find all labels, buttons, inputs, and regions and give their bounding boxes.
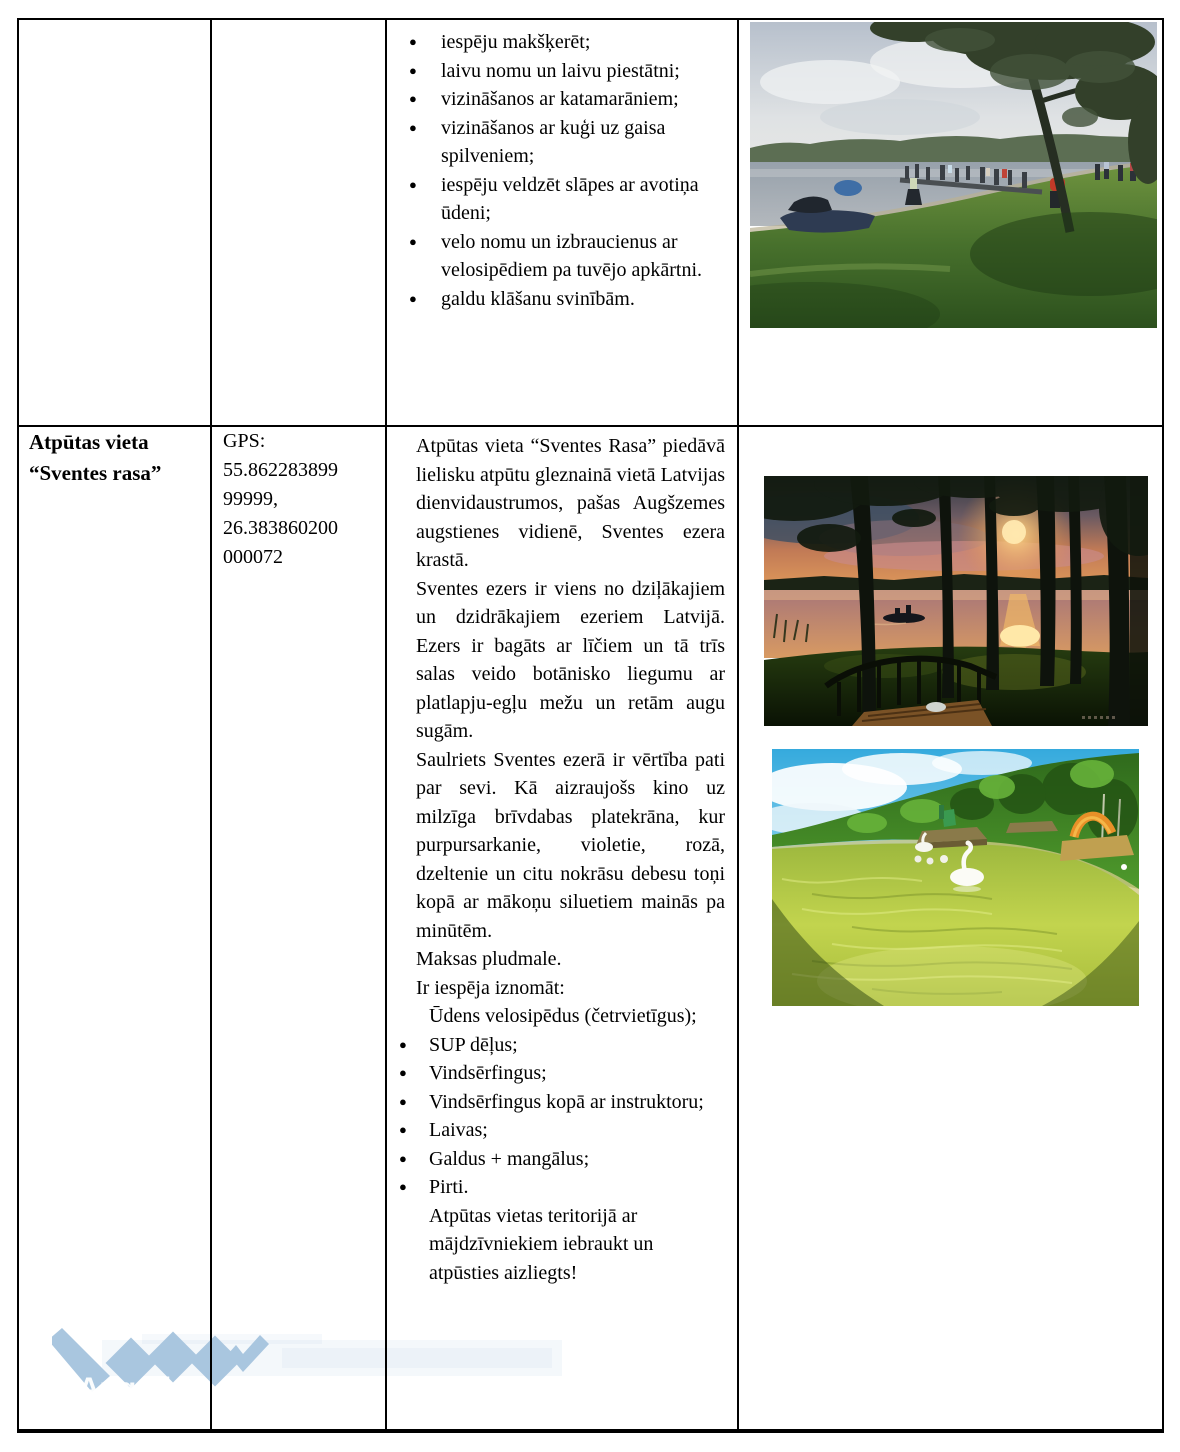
paragraph: Saulriets Sventes ezerā ir vērtība pati par sevi. Kā aizraujošs kino uz milzīga brīvdabas platekrāna, kur purpursarkanie, violetie, rozā, dzeltenie un citu nokrāsu debesu toņi kopā ar mākoņu siluetiem mainās pa minūtēm. — [416, 748, 725, 942]
list-item: ● Pirti. — [399, 1173, 725, 1202]
row1-name-cell-empty — [18, 19, 211, 426]
list-item: ● laivu nomu un laivu piestātni; — [407, 57, 727, 86]
paragraph: Sventes ezers ir viens no dziļākajiem un dzidrākajiem ezeriem Latvijā. Ezers ir bagāts ar līčiem un tā trīs salas veido botānisko liegumu ar platlapju-egļu mežu un retām augu sugām. — [416, 577, 725, 742]
gps-value: 55.86228389999999, 26.383860200000072 — [223, 459, 338, 568]
row1-photo-cell — [738, 19, 1163, 426]
swan-lake-photo — [772, 749, 1139, 1006]
paragraph: Ir iespēja iznomāt: — [416, 976, 565, 999]
lake-pier-photo — [750, 22, 1157, 328]
gps-coordinates — [212, 427, 385, 572]
gps-label: GPS: — [223, 430, 266, 452]
list-item: ● Galdus + mangālus; — [399, 1145, 725, 1174]
list-item: ● iespēju veldzēt slāpes ar avotiņa ūdeni; — [407, 171, 727, 228]
row2-gps-cell — [211, 426, 386, 1431]
row2-photo-cell — [738, 426, 1163, 1431]
list-item: ● Vindsērfingus kopā ar instruktoru; — [399, 1088, 725, 1117]
list-item: ● velo nomu un izbraucienus ar velosipēdiem pa tuvējo apkārtni. — [407, 228, 727, 285]
row1-activities-list — [387, 20, 737, 313]
row1-description-cell — [386, 19, 738, 426]
sunset-lake-photo — [764, 476, 1148, 726]
row2-name-cell — [18, 426, 211, 1431]
list-item: ● iespēju makšķerēt; — [407, 28, 727, 57]
rental-item: Ūdens velosipēdus (četrvietīgus); — [429, 1005, 697, 1027]
row2-description-cell — [386, 426, 738, 1431]
table-row-1 — [18, 19, 1163, 426]
list-item: ● Vindsērfingus; — [399, 1059, 725, 1088]
list-item: ● vizināšanos ar katamarāniem; — [407, 85, 727, 114]
list-item: ● vizināšanos ar kuģi uz gaisa spilveniem; — [407, 114, 727, 171]
list-item: ● galdu klāšanu svinībām. — [407, 285, 727, 314]
watermark-text: Augsdau — [78, 1372, 207, 1405]
row1-gps-cell-empty — [211, 19, 386, 426]
list-item: ● SUP dēļus; — [399, 1031, 725, 1060]
paragraph: Maksas pludmale. — [416, 948, 562, 970]
white-object-on-deck — [926, 702, 946, 712]
recreation-places-table — [17, 18, 1164, 1433]
pets-restriction-note: Atpūtas vietas teritorijā ar mājdzīvniekiem iebraukt un atpūsties aizliegts! — [429, 1204, 654, 1284]
sun — [1002, 520, 1026, 544]
table-row-2 — [18, 426, 1163, 1431]
list-item: ● Laivas; — [399, 1116, 725, 1145]
place-name: Atpūtas vieta “Sventes rasa” — [29, 430, 162, 485]
paragraph: Atpūtas vieta “Sventes Rasa” piedāvā lielisku atpūtu gleznainā vietā Latvijas dienvidaustrumos, pašas Augšzemes augstienes vidienē, Sventes ezera krastā. — [416, 435, 725, 571]
